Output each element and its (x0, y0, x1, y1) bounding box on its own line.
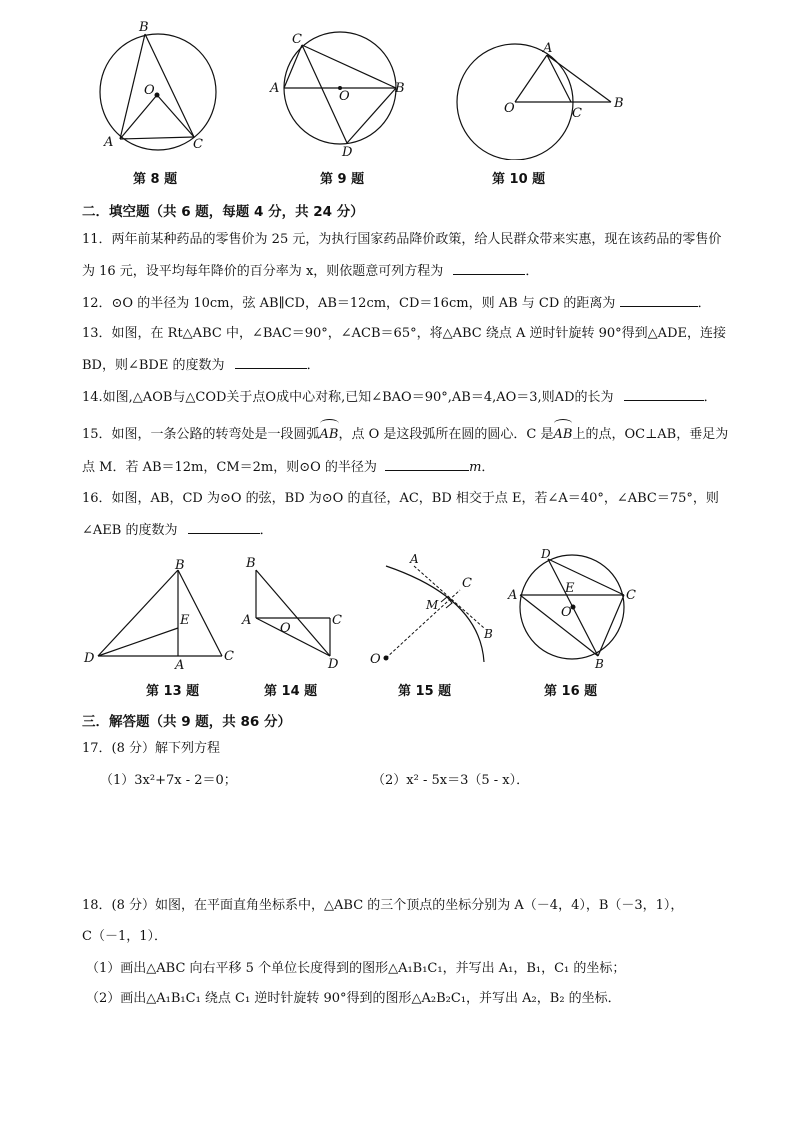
q13-line2 (82, 356, 320, 375)
q15-arc-ab-1: AB (320, 426, 339, 444)
fig16-label-d: D (541, 547, 551, 561)
q14-period: ． (703, 390, 717, 405)
fig10-label-c: C (572, 106, 582, 121)
q12-answer-blank[interactable] (620, 294, 698, 307)
fig9-label-d: D (342, 145, 353, 160)
q13-line1: 13．如图，在 Rt△ABC 中，∠BAC＝90°，∠ACB＝65°，将△ABC 绕点 A 逆时针旋转 90°得到△ADE，连接 (82, 326, 726, 341)
q15-unit: m (469, 460, 482, 475)
q17-part1: （1）3x²+7x - 2＝0； (100, 773, 237, 788)
fig9-label-a: A (270, 81, 280, 96)
fig14-label-d: D (328, 657, 339, 672)
section-2-title: 二．填空题（共 6 题，每题 4 分，共 24 分） (82, 204, 364, 220)
q11-period: ． (525, 264, 539, 279)
q15-period: ． (481, 460, 495, 475)
q13-text: BD，则∠BDE 的度数为 (82, 358, 225, 373)
q18-part1: （1）画出△ABC 向右平移 5 个单位长度得到的图形△A₁B₁C₁，并写出 A₁，B₁，C₁ 的坐标； (86, 961, 626, 976)
q15-line1 (82, 426, 728, 444)
fig9-label-b: B (395, 81, 405, 96)
q15-text-a: 15．如图，一条公路的转弯处是一段圆弧 (82, 427, 320, 442)
fig16-label-e: E (565, 581, 575, 596)
q15-text-c: 上的点，OC⊥AB，垂足为 (572, 427, 729, 442)
q14-text: 14.如图,△AOB与△COD关于点O成中心对称,已知∠BAO＝90°,AB＝4,AO＝3,则AD的长为 (82, 390, 614, 405)
fig13-label-b: B (175, 558, 185, 573)
fig14-label-b: B (246, 556, 256, 571)
fig15-label-o: O (370, 652, 381, 667)
q14-answer-blank[interactable] (624, 388, 704, 401)
fig15-label-b: B (484, 627, 493, 641)
fig8-label-c: C (193, 137, 203, 152)
fig14-label-o: O (280, 621, 291, 636)
q16-text: ∠AEB 的度数为 (82, 523, 178, 538)
q11-text: 为 16 元，设平均每年降价的百分率为 x，则依题意可列方程为 (82, 264, 444, 279)
fig15-label-a: A (410, 552, 419, 566)
fig15-label-c: C (462, 576, 472, 591)
q12-text: 12．⊙O 的半径为 10cm，弦 AB∥CD，AB＝12cm，CD＝16cm，则 AB 与 CD 的距离为 (82, 296, 616, 311)
fig8-label-a: A (104, 135, 114, 150)
q16-line2 (82, 521, 273, 540)
fig13-label-a: A (175, 658, 185, 673)
fig16-label-o: O (561, 605, 572, 620)
fig10-label-b: B (614, 96, 624, 111)
q17-title: 17．(8 分）解下列方程 (82, 741, 221, 756)
figure-15-caption: 第 15 题 (398, 684, 452, 699)
q13-period: ． (306, 358, 320, 373)
q14-line (82, 388, 717, 407)
q13-answer-blank[interactable] (235, 356, 307, 369)
figure-14 (238, 552, 348, 672)
figure-13 (80, 558, 240, 673)
figure-16 (505, 544, 645, 669)
fig16-label-c: C (626, 588, 636, 603)
section-3-title: 三．解答题（共 9 题，共 86 分） (82, 714, 291, 730)
fig16-label-b: B (595, 657, 604, 669)
q16-answer-blank[interactable] (188, 521, 260, 534)
fig13-label-c: C (224, 649, 234, 664)
fig15-label-m: M (426, 598, 439, 612)
q18-line2: C（－1，1）． (82, 929, 167, 944)
q17-part2: （2）x² - 5x＝3（5 - x）． (372, 773, 530, 788)
figure-15 (362, 550, 502, 670)
fig9-label-o: O (339, 89, 350, 104)
q15-line2 (82, 458, 494, 477)
fig10-label-o: O (504, 101, 515, 116)
q15-text-b: ，点 O 是这段弧所在圆的圆心．C 是 (338, 427, 554, 442)
fig8-label-o: O (144, 83, 155, 98)
fig16-label-a: A (508, 588, 518, 603)
q11-line1: 11．两年前某种药品的零售价为 25 元，为执行国家药品降价政策，给人民群众带来实惠，现在该药品的零售价 (82, 232, 722, 247)
fig8-label-b: B (139, 20, 149, 35)
q18-line1: 18．(8 分）如图，在平面直角坐标系中，△ABC 的三个顶点的坐标分别为 A（－4，4），B（－3，1）， (82, 898, 684, 913)
fig14-label-a: A (242, 613, 252, 628)
figure-13-caption: 第 13 题 (146, 684, 200, 699)
figure-14-caption: 第 14 题 (264, 684, 318, 699)
q16-period: ． (259, 523, 273, 538)
fig13-label-e: E (180, 613, 190, 628)
q16-line1: 16．如图，AB，CD 为⊙O 的弦，BD 为⊙O 的直径，AC，BD 相交于点 E，若∠A＝40°，∠ABC＝75°，则 (82, 491, 719, 506)
q18-part2: （2）画出△A₁B₁C₁ 绕点 C₁ 逆时针旋转 90°得到的图形△A₂B₂C₁，并写出 A₂，B₂ 的坐标． (86, 991, 621, 1006)
fig14-label-c: C (332, 613, 342, 628)
q15-arc-ab-2: AB (554, 426, 573, 444)
figure-8 (90, 14, 230, 154)
q12-period: ． (697, 296, 711, 311)
figure-9 (264, 25, 414, 160)
figure-10-caption: 第 10 题 (492, 172, 546, 187)
figure-10 (455, 40, 635, 160)
q15-text: 点 M．若 AB＝12m，CM＝2m，则⊙O 的半径为 (82, 460, 377, 475)
q11-answer-blank[interactable] (453, 262, 525, 275)
fig9-label-c: C (292, 32, 302, 47)
figure-16-caption: 第 16 题 (544, 684, 598, 699)
q12-line (82, 294, 711, 313)
fig10-label-a: A (543, 41, 553, 56)
q15-answer-blank[interactable] (385, 458, 469, 471)
fig13-label-d: D (84, 651, 95, 666)
figure-8-caption: 第 8 题 (133, 172, 178, 187)
figure-9-caption: 第 9 题 (320, 172, 365, 187)
q11-line2 (82, 262, 538, 281)
